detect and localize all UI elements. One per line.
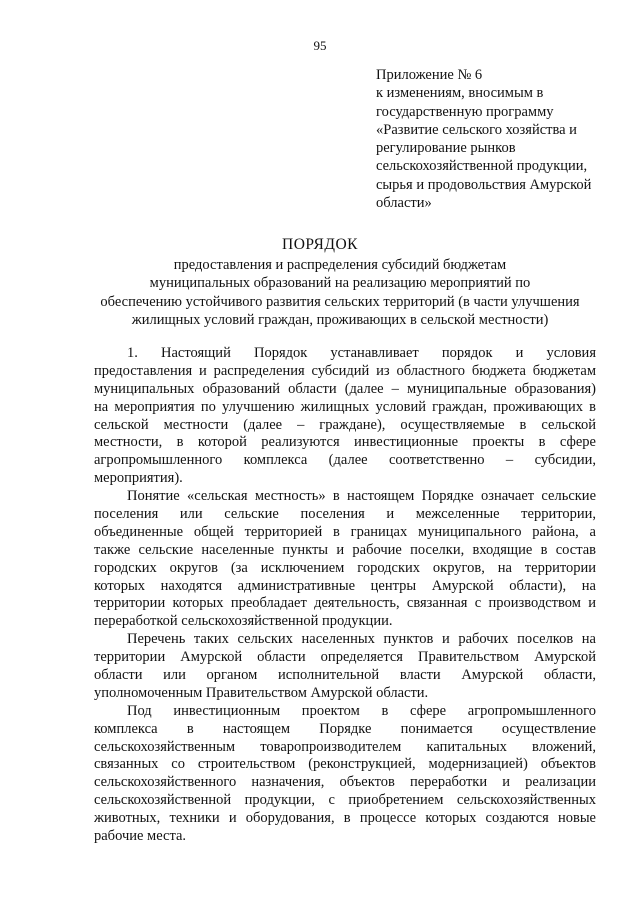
- appendix-line: «Развитие сельского хозяйства и: [376, 121, 577, 138]
- appendix-line: государственную программу: [376, 103, 554, 120]
- text-line: муниципальных образований области (далее – муниципальные образования): [94, 380, 596, 397]
- appendix-line: области»: [376, 195, 432, 212]
- text-line: Перечень таких сельских населенных пунктов и рабочих поселков на: [127, 631, 596, 648]
- paragraph-4: [94, 703, 596, 846]
- text-line: Понятие «сельская местность» в настоящем Порядке означает сельские: [127, 488, 596, 505]
- text-line: сельскохозяйственного назначения, объектов переработки и реализации: [94, 774, 596, 791]
- text-line: области или органом исполнительной власти Амурской области,: [94, 667, 596, 684]
- text-line: комплекса в настоящем Порядке понимается осуществление: [94, 720, 596, 737]
- text-line: поселения или сельские поселения и межселенные территории,: [94, 506, 596, 523]
- text-line: сельскохозяйственной продукции, с приобретением сельскохозяйственных: [94, 792, 596, 809]
- text-line: предоставления и распределения субсидий из областного бюджета бюджетам: [94, 362, 596, 379]
- document-body: [94, 345, 596, 846]
- appendix-line: регулирование рынков: [376, 140, 516, 157]
- text-line: мероприятия).: [94, 470, 183, 487]
- paragraph-1: [94, 345, 596, 488]
- appendix-note: [376, 66, 626, 212]
- text-line: городских округов (за исключением городских округов, на территории: [94, 559, 596, 576]
- appendix-line: Приложение № 6: [376, 67, 483, 83]
- text-line: животных, техники и оборудования, в процессе которых создаются новые: [94, 810, 596, 827]
- paragraph-2: [94, 488, 596, 631]
- appendix-line: сырья и продовольствия Амурской: [376, 176, 592, 193]
- text-line: местности, в которой реализуются инвестиционные проекты в сфере: [94, 434, 596, 451]
- text-line: 1. Настоящий Порядок устанавливает порядок и условия: [127, 345, 596, 361]
- document-subtitle: [60, 256, 620, 329]
- text-line: Под инвестиционным проектом в сфере агропромышленного: [127, 702, 596, 719]
- text-line: объединенные общей территорией в границах муниципального района, а: [94, 523, 596, 540]
- appendix-line: сельскохозяйственной продукции,: [376, 158, 588, 175]
- text-line: территории Амурской области определяется Правительством Амурской: [94, 649, 596, 666]
- subtitle-line: предоставления и распределения субсидий бюджетам: [173, 257, 507, 273]
- text-line: территории которых преобладает деятельность, связанная с производством и: [94, 595, 596, 612]
- text-line: уполномоченным Правительством Амурской области.: [94, 684, 429, 701]
- text-line: агропромышленного комплекса (далее соответственно – субсидии,: [94, 452, 596, 469]
- paragraph-3: [94, 631, 596, 703]
- subtitle-line: жилищных условий граждан, проживающих в сельской местности): [131, 311, 549, 328]
- text-line: также сельские населенные пункты и рабочие поселки, входящие в состав: [94, 541, 596, 558]
- text-line: переработкой сельскохозяйственной продукции.: [94, 613, 393, 630]
- text-line: связанных со строительством (реконструкцией, модернизацией) объектов: [94, 756, 596, 773]
- text-line: сельскохозяйственным товаропроизводителем капитальных вложений,: [94, 738, 596, 755]
- text-line: которых находятся административные центры Амурской области), на: [94, 577, 596, 594]
- text-line: сельской местности (далее – граждане), осуществляемые в сельской: [94, 416, 596, 433]
- subtitle-line: обеспечению устойчивого развития сельских территорий (в части улучшения: [100, 293, 580, 310]
- text-line: на мероприятия по улучшению жилищных условий граждан, проживающих в: [94, 398, 596, 415]
- text-line: рабочие места.: [94, 828, 187, 845]
- appendix-line: к изменениям, вносимым в: [376, 85, 544, 102]
- page-number: 95: [313, 38, 327, 53]
- subtitle-line: муниципальных образований на реализацию мероприятий по: [149, 275, 531, 292]
- document-title: ПОРЯДОК: [282, 236, 358, 253]
